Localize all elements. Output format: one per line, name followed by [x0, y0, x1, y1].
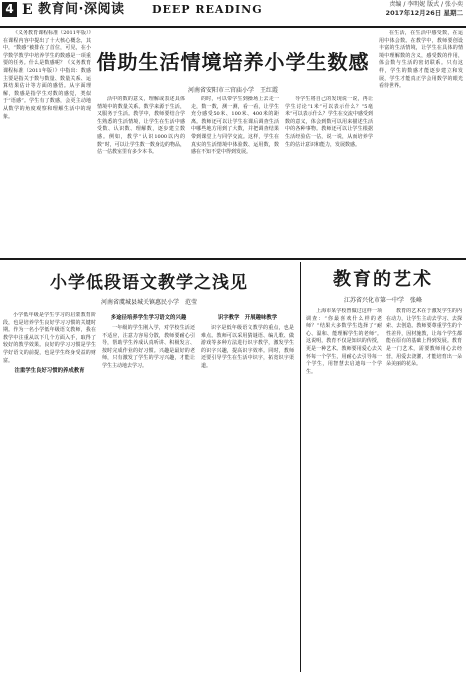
editor-meta [343, 1, 463, 18]
article2-subheading-1: 注重学生良好习惯的养成教育 [14, 368, 85, 375]
section-divider [0, 258, 466, 260]
article1-column-3: 的时，可以带学生到操场上去走一走，数一数，测一测，看一看，让学生充分感受50米、100米、400米的距离。教师还可以让学生在课后调查生活中哪些地方用到了大数，并把调查结果带到课堂上与同学交流。这样，学生在真实的生活情境中体验数、运用数，数感在不知不觉中得到发展。 [191, 96, 279, 156]
page-number: 4 [2, 2, 17, 17]
article1-column-1: 《义务教育课程标准（2011年版）》在课程内容中提出了十大核心概念，其中，“数感”被排在了首位，可见，在小学数学教学中培养学生的数感是一项重要的任务。什么是数感呢？《义务教育课程标准（2011年版）》中指出：数感主要是指关于数与数量、数量关系、运算结果估计等方面的感悟。从字面理解，数感是指学生对数的感觉，类似于“语感”。学生有了数感，会更主动地从数学的角度观察和理解生活中的现象。 [3, 30, 91, 120]
article3-column-1: 上海市某学校曾做过这样一项调查：“你最喜欢什么样的老师？”结果大多数学生选择了“耐心、温和、能理解学生的老师”。这说明，教育不仅是知识的传授，更是一种艺术。教师要用爱心去关怀每一个学生，用耐心去引导每一个学生，用智慧去启迪每一个学生。 [306, 308, 382, 375]
article-number-sense [0, 30, 466, 255]
article1-title: 借助生活情境培养小学生数感 [96, 50, 370, 74]
article1-column-4: 导学生将自己的发现说一说，再让学生讨论“1米”可以表示什么？“5毫米”可以表示什么？学生在交流中感受到数的意义，体会到数可以用来描述生活中的各种事物。教师还可以让学生根据生活经验估一估，说一说，从而培养学生的估计意识和能力，发展数感。 [285, 96, 373, 148]
article2-subheading-3: 识字教学 开展趣味教学 [217, 315, 278, 321]
article2-byline: 河南省虞城县城关镇惠民小学 范莹 [100, 299, 197, 306]
article2-subheading-2: 多途径培养学生学习语文的兴趣 [110, 315, 187, 321]
column-divider [300, 262, 301, 672]
article-art-of-education [304, 262, 466, 674]
article3-byline: 江苏省兴化市第一中学 张峰 [343, 297, 422, 304]
editor-line: 责编 / 李明妮 版式 / 张小奕 [389, 1, 463, 8]
article2-column-1: 小学低年级是学生学习的启蒙教育阶段，也是培养学生良好学习习惯的关键时期。作为一名小学低年级语文教师，我在教学中注重从以下几个方面入手，取得了较好的教学效果。良好的学习习惯是学生学好语文的前提，也是学生终身受益的财富。 注重学生良好习惯的养成教育 [3, 312, 96, 375]
article2-title: 小学低段语文教学之浅见 [50, 273, 248, 293]
article1-byline: 河南省安阳市三官庙小学 王红霞 [187, 87, 278, 94]
masthead [0, 0, 466, 28]
article-chinese-teaching [0, 262, 298, 674]
section-brand: 教育间·深阅读 [38, 2, 125, 17]
article2-column-2: 多途径培养学生学习语文的兴趣 一年级的学生刚入学，对学校生活还不适应，注意力容易分散，教师要耐心引导，帮助学生养成认真听讲、积极发言、按时完成作业的好习惯。兴趣是最好的老师，只有激发了学生的学习兴趣，才能让学生主动地去学习。 [102, 315, 195, 369]
section-brand-en: DEEP READING [152, 3, 263, 16]
article1-column-2: 活中的数的意义，理解或表述具体情境中的数量关系。数学来源于生活，又服务于生活。教学中，教师要结合学生熟悉的生活情境，让学生在生活中感受数、认识数、理解数，逐步建立数感。例如，教学“认识1000以内的数”时，可以让学生数一数身边的物品，估一估教室里有多少本书。 [97, 96, 185, 156]
article3-title: 教育的艺术 [333, 269, 433, 290]
article1-column-5: 在生活，在生活中感受数，在运用中体会数。在教学中，教师要创设丰富的生活情境，让学生在具体的情境中理解数的含义，感受数的作用，体会数与生活的密切联系。只有这样，学生的数感才能逐步建立和发展，学生才能真正学会用数学的眼光看待世界。 [379, 30, 463, 90]
article2-column-3: 识字教学 开展趣味教学 识字是低年级语文教学的重点，也是难点。教师可以采用猜谜语、编儿歌、做游戏等多种方法进行识字教学，激发学生的识字兴趣，提高识字效率。同时，教师还要引导学生在生活中识字，拓宽识字渠道。 [201, 315, 294, 369]
date-line: 2017年12月26日 星期二 [385, 9, 463, 17]
section-letter: E [22, 2, 33, 18]
article3-column-2: 教育的艺术在于激发学生的内在动力，让学生主动去学习、去探索、去创造。教师要尊重学生的个性差异，因材施教，让每个学生都能在原有的基础上得到发展。教育是一门艺术，需要教师用心去经营，用爱去浇灌，才能培育出一朵朵美丽的花朵。 [386, 308, 462, 368]
